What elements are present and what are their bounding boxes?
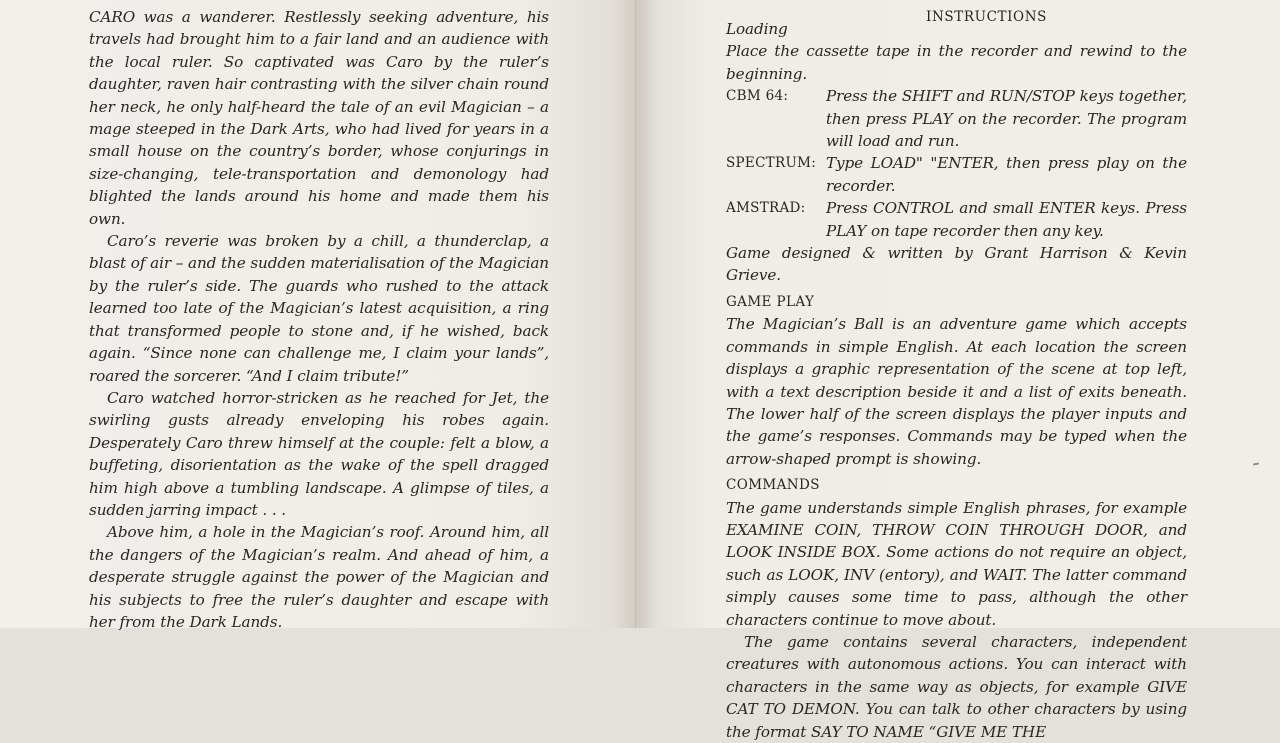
story-column <box>89 6 549 633</box>
commands-paragraph-1: The game understands simple English phrases, for example EXAMINE COIN, THROW COIN THROUGH DOOR, and LOOK INSIDE BOX. Some actions do not require an object, such as LOOK, INV (entory), and WAIT. The latter command simply causes some time to pass, although the other characters continue to move about. <box>726 498 1187 629</box>
credits-line: Game designed & written by Grant Harrison & Kevin Grieve. <box>726 244 1187 285</box>
loading-intro: Place the cassette tape in the recorder and rewind to the beginning. <box>726 42 1187 83</box>
gameplay-paragraph: The Magician’s Ball is an adventure game which accepts commands in simple English. At each location the screen displays a graphic representation of the scene at top left, with a text description beside it and a list of exits beneath. The lower half of the screen displays the player inputs and the game’s responses. Commands may be typed when the arrow-shaped prompt is showing. <box>726 315 1187 468</box>
story-paragraph-2: Caro’s reverie was broken by a chill, a thunderclap, a blast of air – and the sudden materialisation of the Magician by the ruler’s side. The guards who rushed to the attack learned too late of the Magician’s latest acquisition, a ring that transformed people to stone and, if he wished, back again. “Since none can challenge me, I claim your lands”, roared the sorcerer. “And I claim tribute!” <box>89 232 549 385</box>
platform-text: Press CONTROL and small ENTER keys. Press PLAY on tape recorder then any key. <box>826 199 1187 240</box>
platform-row-amstrad <box>726 197 1187 242</box>
commands-heading: COMMANDS <box>726 477 820 494</box>
instructions-column <box>726 6 1187 743</box>
platform-label: CBM 64: <box>726 88 789 105</box>
platform-row-cbm64 <box>726 85 1187 152</box>
gameplay-heading: GAME PLAY <box>726 293 815 310</box>
instructions-title: INSTRUCTIONS <box>926 9 1047 25</box>
paper-speck <box>1253 462 1259 465</box>
loading-heading: Loading <box>726 20 788 38</box>
commands-paragraph-2: The game contains several characters, independent creatures with autonomous actions. You can interact with characters in the same way as objects, for example GIVE CAT TO DEMON. You can talk to other characters by using the format SAY TO NAME “GIVE ME THE <box>726 632 1187 741</box>
left-page <box>0 0 638 631</box>
platform-label: AMSTRAD: <box>726 200 806 217</box>
story-paragraph-3: Caro watched horror-stricken as he reached for Jet, the swirling gusts already enveloping his robes again. Desperately Caro threw himself at the couple: felt a blow, a buffeting, disorientation as the wake of the spell dragged him high above a tumbling landscape. A glimpse of tiles, a sudden jarring impact . . . <box>89 388 549 519</box>
platform-text: Type LOAD" "ENTER, then press play on the recorder. <box>826 154 1187 195</box>
platform-label: SPECTRUM: <box>726 155 817 172</box>
platform-text: Press the SHIFT and RUN/STOP keys together, then press PLAY on the recorder. The program will load and run. <box>826 87 1187 151</box>
platform-row-spectrum <box>726 152 1187 197</box>
right-page <box>638 0 1280 741</box>
story-paragraph-1: CARO was a wanderer. Restlessly seeking adventure, his travels had brought him to a fair land and an audience with the local ruler. So captivated was Caro by the ruler’s daughter, raven hair contrasting with the silver chain round her neck, he only half-heard the tale of an evil Magician – a mage steeped in the Dark Arts, who had lived for years in a small house on the country’s border, whose conjurings in size-changing, tele-transportation and demonology had blighted the lands around his home and made them his own. <box>89 8 549 228</box>
story-paragraph-4: Above him, a hole in the Magician’s roof. Around him, all the dangers of the Magician’s realm. And ahead of him, a desperate struggle against the power of the Magician and his subjects to free the ruler’s daughter and escape with her from the Dark Lands. <box>89 523 549 631</box>
